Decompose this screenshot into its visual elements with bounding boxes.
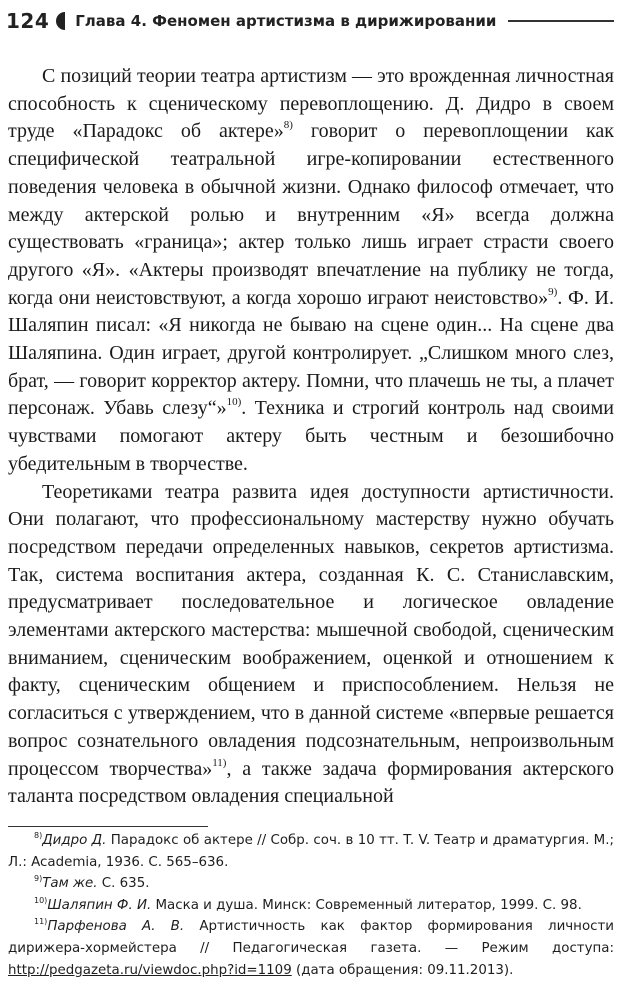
footnote-number: 11) xyxy=(34,917,48,927)
footnote-separator xyxy=(8,826,208,827)
footnote-link[interactable]: http://pedgazeta.ru/viewdoc.php?id=1109 xyxy=(8,962,292,978)
header-rule xyxy=(508,20,614,22)
footnote-ref-8[interactable]: 8) xyxy=(283,119,293,132)
footnote-8 xyxy=(8,830,614,873)
footnote-text: (дата обращения: 09.11.2013). xyxy=(291,962,514,978)
footnote-ref-9[interactable]: 9) xyxy=(548,285,558,298)
footnote-text: С. 635. xyxy=(97,876,150,892)
footnote-author: Дидро Д. xyxy=(42,833,107,848)
footnote-number: 9) xyxy=(34,874,43,884)
text-run: Теоретиками театра развита идея доступности артистичности. Они полагают, что профессиональному мастерству нужно обучать посредством передачи определенных навыков, секретов артистизма. Так, система воспитания актера, созданная К. С. Станиславским, предусматривает последовательное и логическое овладение элементами актерского мастерства: мышечной свободой, сценическим вниманием, сценическим воображением, оценкой и отношением к факту, сценическим общением и приспособлением. Нельзя не согласиться с утверждением, что в данной системе «впервые решается вопрос сознательного овладения подсознательным, непроизвольным процессом творчества» xyxy=(8,480,614,780)
chapter-title: Глава 4. Феномен артистизма в дирижировании xyxy=(75,12,497,30)
footnote-author: Там же. xyxy=(42,876,98,892)
text-run: , а также задача формирования актерского таланта посредством овладения специальной xyxy=(8,757,614,808)
footnote-9 xyxy=(8,873,614,895)
text-run: . Техника и строгий контроль над своими чувствами помогают актеру быть честным и безошибочно убедительным в творчестве. xyxy=(8,397,614,475)
footnote-ref-11[interactable]: 11) xyxy=(212,756,227,769)
text-run: говорит о перевоплощении как специфической театральной игре-копировании естественного поведения человека в обычной жизни. Однако философ отмечает, что между актерской ролью и внутренним «Я» всегда должна существовать «граница»; актер только лишь играет страсти своего другого «Я». «Актеры производят впечатление на публику не тогда, когда они неистовствуют, а когда хорошо играют неистовство» xyxy=(8,120,615,309)
footnote-author: Шаляпин Ф. И. xyxy=(47,897,152,913)
paragraph-2 xyxy=(8,479,614,811)
footnote-ref-10[interactable]: 10) xyxy=(226,396,242,409)
footnote-text: Парадокс об актере // Собр. соч. в 10 тт. T. V. Театр и драматургия. М.; Л.: Academia, 1936. С. 565–636. xyxy=(8,833,614,870)
paragraph-1 xyxy=(8,63,614,479)
half-disc-ornament xyxy=(56,12,65,30)
text-run: . Ф. И. Шаляпин писал: «Я никогда не бываю на сцене один... На сцене два Шаляпина. Один играет, другой контролирует. „Слишком много слез, брат, — говорит корректор актеру. Помни, что плачешь не ты, а плачет персонаж. Убавь слезу“» xyxy=(8,286,614,420)
page-number: 124 xyxy=(6,9,50,33)
footnote-10 xyxy=(8,895,614,917)
footnote-number: 10) xyxy=(34,895,48,905)
running-header xyxy=(6,6,614,36)
main-text xyxy=(8,63,614,811)
footnotes xyxy=(8,830,614,981)
footnote-text: Артистичность как фактор формирования личности дирижера-хормейстера // Педагогическая газета. — Режим доступа: xyxy=(8,919,614,956)
footnote-author: Парфенова А. В. xyxy=(47,919,185,935)
footnote-text: Маска и душа. Минск: Современный литератор, 1999. С. 98. xyxy=(151,897,582,913)
footnote-number: 8) xyxy=(34,831,43,840)
footnote-11 xyxy=(8,916,614,981)
text-run: С позиций теории театра артистизм — это врожденная личностная способность к сценическому перевоплощению. Д. Дидро в своем труде «Парадокс об актере» xyxy=(8,65,614,143)
